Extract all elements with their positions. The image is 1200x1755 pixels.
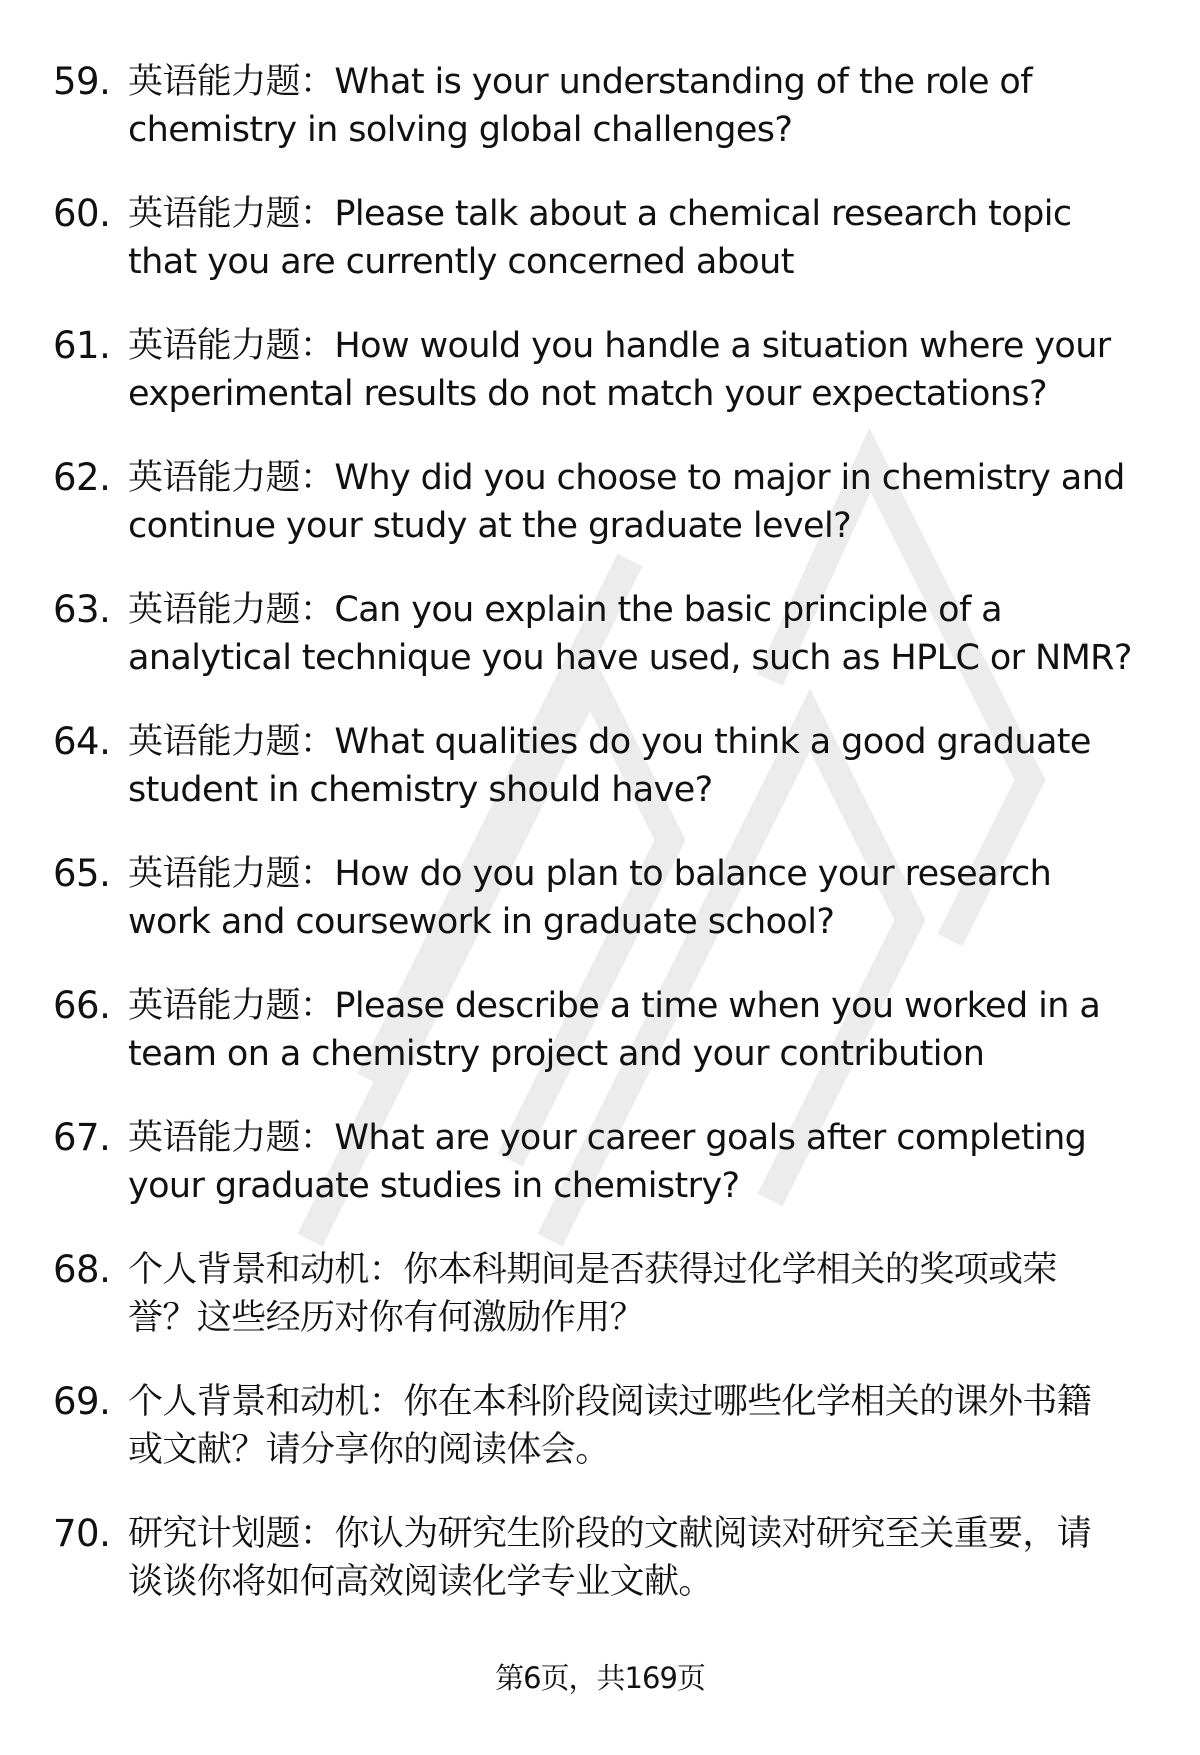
question-number: 65. bbox=[53, 852, 111, 895]
question-text: 英语能力题：What qualities do you think a good graduate student in chemistry should have? bbox=[128, 722, 1091, 810]
question-item bbox=[0, 850, 1200, 982]
question-text: 英语能力题：What are your career goals after completing your graduate studies in chemistry? bbox=[128, 1118, 1087, 1206]
question-number: 69. bbox=[53, 1380, 111, 1423]
question-text: 英语能力题：How do you plan to balance your research work and coursework in graduate school? bbox=[128, 854, 1052, 942]
question-text: 英语能力题：Please describe a time when you worked in a team on a chemistry project and your contribution bbox=[128, 986, 1101, 1074]
question-category: 英语能力题： bbox=[128, 986, 335, 1026]
question-item bbox=[0, 586, 1200, 718]
question-category: 研究计划题： bbox=[128, 1514, 335, 1554]
question-number: 60. bbox=[53, 192, 111, 235]
page-indicator: 第6页，共169页 bbox=[495, 1661, 705, 1695]
question-category: 英语能力题： bbox=[128, 194, 335, 234]
question-number: 66. bbox=[53, 984, 111, 1027]
question-number: 70. bbox=[53, 1512, 111, 1555]
question-item bbox=[0, 1114, 1200, 1246]
question-category: 英语能力题： bbox=[128, 590, 335, 630]
question-text: 英语能力题：How would you handle a situation where your experimental results do not match your expectations? bbox=[128, 326, 1111, 414]
question-list bbox=[0, 58, 1200, 1642]
question-item bbox=[0, 322, 1200, 454]
question-number: 62. bbox=[53, 456, 111, 499]
question-category: 英语能力题： bbox=[128, 722, 335, 762]
question-number: 64. bbox=[53, 720, 111, 763]
question-item bbox=[0, 1246, 1200, 1378]
question-number: 67. bbox=[53, 1116, 111, 1159]
question-number: 59. bbox=[53, 60, 111, 103]
question-text: 英语能力题：What is your understanding of the role of chemistry in solving global challenges? bbox=[128, 62, 1032, 150]
question-text: 英语能力题：Can you explain the basic principle of a analytical technique you have used, such as HPLC or NMR? bbox=[128, 590, 1132, 678]
question-category: 英语能力题： bbox=[128, 854, 335, 894]
question-text: 研究计划题：你认为研究生阶段的文献阅读对研究至关重要，请 谈谈你将如何高效阅读化学专业文献。 bbox=[128, 1514, 1092, 1602]
question-category: 英语能力题： bbox=[128, 458, 335, 498]
question-text: 英语能力题：Please talk about a chemical research topic that you are currently concerned about bbox=[128, 194, 1072, 282]
question-category: 英语能力题： bbox=[128, 1118, 335, 1158]
question-item bbox=[0, 1378, 1200, 1510]
question-text: 个人背景和动机：你本科期间是否获得过化学相关的奖项或荣 誉？这些经历对你有何激励作用？ bbox=[128, 1250, 1057, 1338]
question-item bbox=[0, 58, 1200, 190]
question-category: 个人背景和动机： bbox=[128, 1382, 404, 1422]
question-category: 英语能力题： bbox=[128, 62, 335, 102]
question-item bbox=[0, 982, 1200, 1114]
question-number: 63. bbox=[53, 588, 111, 631]
question-text: 英语能力题：Why did you choose to major in chemistry and continue your study at the graduate level? bbox=[128, 458, 1125, 546]
question-item bbox=[0, 454, 1200, 586]
question-item bbox=[0, 1510, 1200, 1642]
question-category: 个人背景和动机： bbox=[128, 1250, 404, 1290]
question-category: 英语能力题： bbox=[128, 326, 335, 366]
question-number: 68. bbox=[53, 1248, 111, 1291]
question-item bbox=[0, 718, 1200, 850]
question-text: 个人背景和动机：你在本科阶段阅读过哪些化学相关的课外书籍 或文献？请分享你的阅读体会。 bbox=[128, 1382, 1092, 1470]
question-number: 61. bbox=[53, 324, 111, 367]
question-item bbox=[0, 190, 1200, 322]
